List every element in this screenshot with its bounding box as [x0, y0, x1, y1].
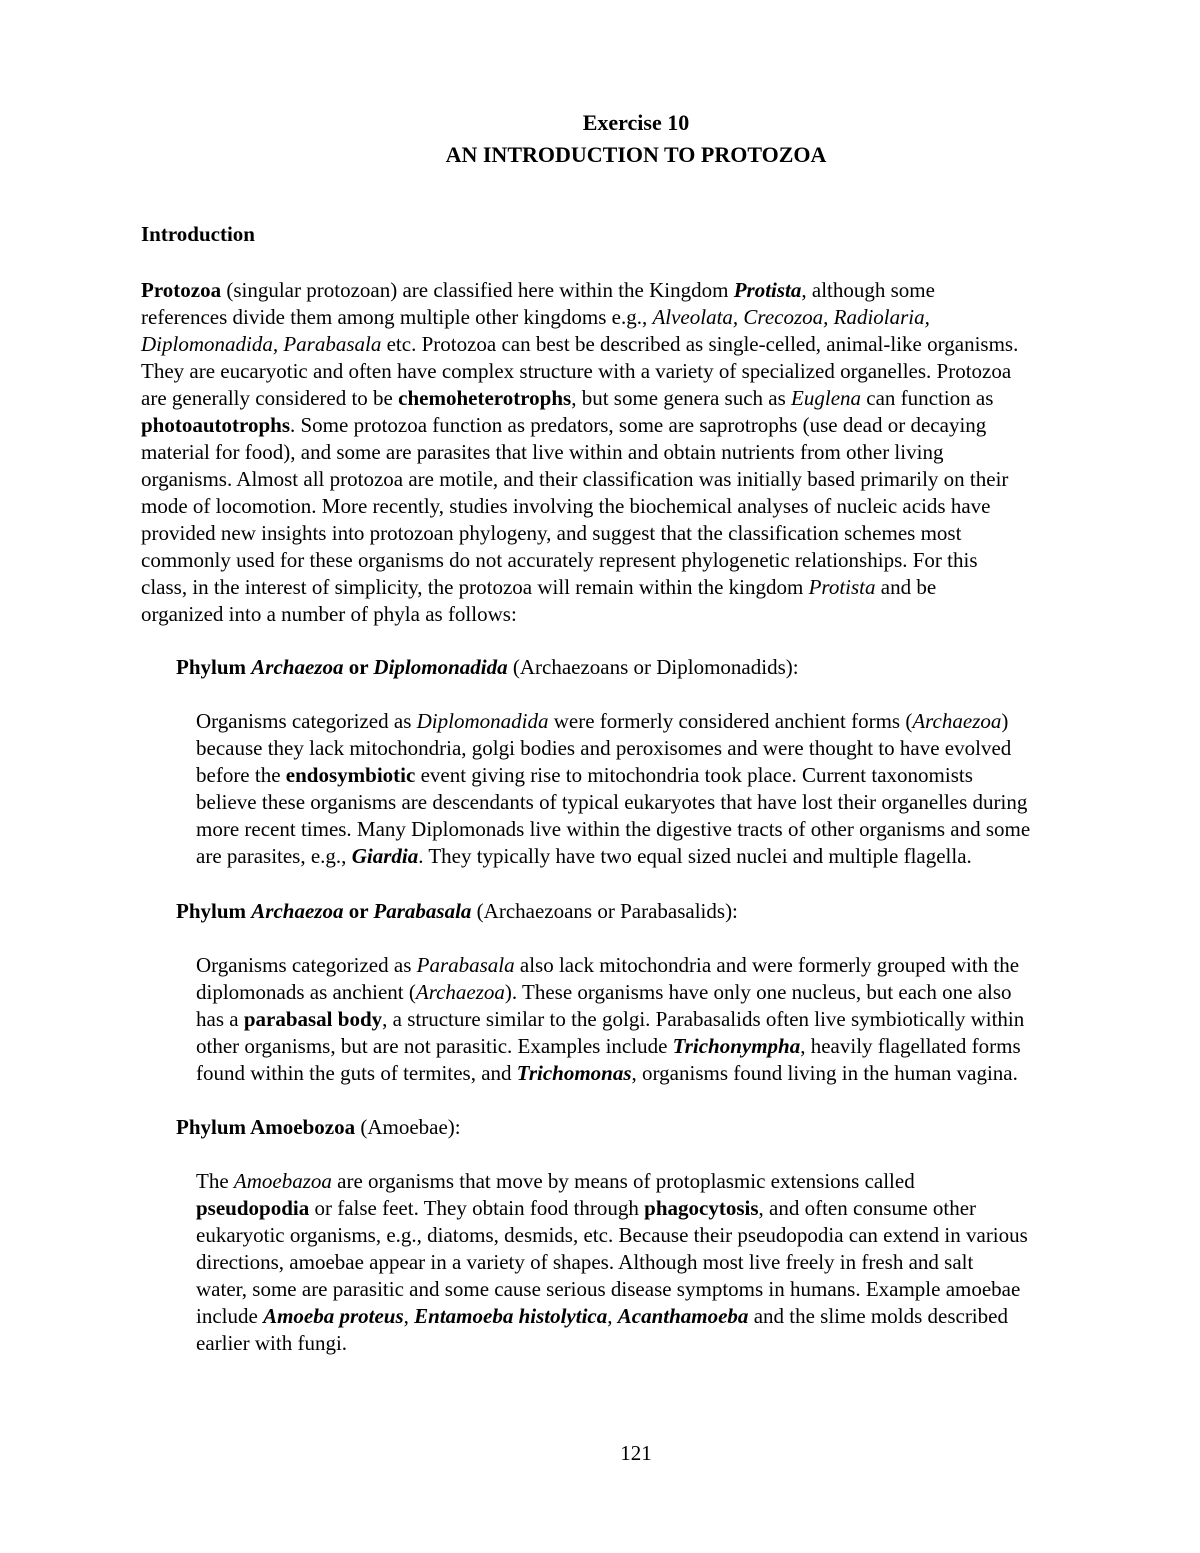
text-run: ). These organisms have only one nucleus, but each one also [504, 980, 1012, 1004]
text-line [141, 277, 1126, 304]
text-line [141, 304, 1126, 331]
text-run: organized into a number of phyla as follows: [141, 602, 517, 626]
text-run: provided new insights into protozoan phylogeny, and suggest that the classification schemes most [141, 521, 962, 545]
text-run: They are eucaryotic and often have complex structure with a variety of specialized organelles. Protozoa [141, 359, 1012, 383]
page-number: 121 [620, 1441, 652, 1465]
text-line [196, 762, 1141, 789]
text-line [196, 1276, 1141, 1303]
text-run: references divide them among multiple other kingdoms e.g., [141, 305, 653, 329]
text-run: diplomonads as anchient ( [196, 980, 416, 1004]
text-run: , [607, 1304, 618, 1328]
text-line [196, 1060, 1141, 1087]
text-line [196, 1222, 1141, 1249]
emphasized-text: Parabasala [416, 953, 515, 977]
exercise-title: AN INTRODUCTION TO PROTOZOA [445, 142, 827, 167]
text-line [196, 1195, 1141, 1222]
emphasized-text: or [343, 655, 374, 679]
text-line [141, 574, 1126, 601]
text-line [196, 1033, 1141, 1060]
text-run: eukaryotic organisms, e.g., diatoms, desmids, etc. Because their pseudopodia can extend in various [196, 1223, 1028, 1247]
text-run: (Amoebae): [355, 1115, 461, 1139]
text-run: other organisms, but are not parasitic. Examples include [196, 1034, 673, 1058]
text-run: material for food), and some are parasites that live within and obtain nutrients from other living [141, 440, 944, 464]
text-line [141, 412, 1126, 439]
text-run: or false feet. They obtain food through [309, 1196, 645, 1220]
introduction-heading: Introduction [141, 222, 255, 246]
text-run: , and often consume other [758, 1196, 977, 1220]
text-run: has a [196, 1007, 244, 1031]
emphasized-text: photoautotrophs [141, 413, 290, 437]
emphasized-text: Trichonympha [672, 1034, 801, 1058]
text-run: ) [1001, 709, 1009, 733]
text-line [196, 708, 1141, 735]
text-line [141, 493, 1126, 520]
text-line [196, 843, 1141, 870]
emphasized-text: Acanthamoeba [617, 1304, 749, 1328]
text-line [196, 1006, 1141, 1033]
text-run: commonly used for these organisms do not accurately represent phylogenetic relationships. For this [141, 548, 978, 572]
text-run: mode of locomotion. More recently, studies involving the biochemical analyses of nucleic acids have [141, 494, 991, 518]
text-run: are generally considered to be [141, 386, 399, 410]
text-run: , heavily flagellated forms [800, 1034, 1021, 1058]
emphasized-text: Protozoa [141, 278, 222, 302]
text-run: (Archaezoans or Parabasalids): [471, 899, 738, 923]
text-run: are parasites, e.g., [196, 844, 352, 868]
emphasized-text: Euglena [791, 386, 862, 410]
text-run: Organisms categorized as [196, 709, 417, 733]
emphasized-text: parabasal body [243, 1007, 383, 1031]
emphasized-text: Alveolata, Crecozoa, Radiolaria, [652, 305, 930, 329]
text-run: , organisms found living in the human vagina. [631, 1061, 1018, 1085]
text-run: (Archaezoans or Diplomonadids): [507, 655, 799, 679]
emphasized-text: endosymbiotic [285, 763, 416, 787]
phylum-diplomonadida-description [196, 708, 1141, 870]
emphasized-text: phagocytosis [644, 1196, 759, 1220]
text-line [196, 1330, 1141, 1357]
emphasized-text: Archaezoa [251, 899, 344, 923]
text-line [196, 735, 1141, 762]
text-run: can function as [861, 386, 994, 410]
emphasized-text: Archaezoa [251, 655, 344, 679]
emphasized-text: Phylum [176, 655, 252, 679]
introduction-paragraph [141, 277, 1126, 628]
emphasized-text: Protista [808, 575, 876, 599]
text-run: water, some are parasitic and some cause serious disease symptoms in humans. Example amoebae [196, 1277, 1021, 1301]
emphasized-text: pseudopodia [196, 1196, 310, 1220]
text-run: earlier with fungi. [196, 1331, 348, 1355]
emphasized-text: Diplomonadida [373, 655, 508, 679]
emphasized-text: Giardia [351, 844, 419, 868]
text-run: . They typically have two equal sized nuclei and multiple flagella. [418, 844, 972, 868]
text-run: and be [875, 575, 937, 599]
text-run: , although some [801, 278, 935, 302]
text-line [196, 1168, 1141, 1195]
text-run: , [403, 1304, 415, 1328]
text-line [141, 358, 1126, 385]
phylum-amoebozoa-description [196, 1168, 1141, 1357]
text-line [196, 1249, 1141, 1276]
emphasized-text: Phylum Amoebozoa [176, 1115, 356, 1139]
text-run: directions, amoebae appear in a variety of shapes. Although most live freely in fresh and salt [196, 1250, 974, 1274]
phylum-parabasala-description [196, 952, 1141, 1087]
phylum-parabasala-heading [176, 898, 738, 925]
text-run: etc. Protozoa can best be described as single-celled, animal-like organisms. [381, 332, 1019, 356]
text-line [196, 816, 1141, 843]
phylum-amoebozoa-heading [176, 1114, 461, 1141]
text-line [141, 547, 1126, 574]
text-run: because they lack mitochondria, golgi bodies and peroxisomes and were thought to have evolved [196, 736, 1012, 760]
emphasized-text: Amoeba proteus [263, 1304, 404, 1328]
text-run: include [196, 1304, 264, 1328]
text-line [141, 466, 1126, 493]
text-run: were formerly considered anchient forms ( [548, 709, 913, 733]
emphasized-text: Amoebazoa [233, 1169, 332, 1193]
emphasized-text: chemoheterotrophs [398, 386, 572, 410]
text-run: also lack mitochondria and were formerly grouped with the [514, 953, 1020, 977]
emphasized-text: Archaezoa [912, 709, 1002, 733]
text-run: Organisms categorized as [196, 953, 417, 977]
text-run: The [196, 1169, 234, 1193]
emphasized-text: Archaezoa [415, 980, 505, 1004]
text-run: event giving rise to mitochondria took place. Current taxonomists [415, 763, 973, 787]
emphasized-text: Diplomonadida, Parabasala [141, 332, 382, 356]
emphasized-text: Parabasala [373, 899, 472, 923]
text-run: (singular protozoan) are classified here within the Kingdom [221, 278, 734, 302]
text-run: class, in the interest of simplicity, the protozoa will remain within the kingdom [141, 575, 809, 599]
emphasized-text: Trichomonas [516, 1061, 632, 1085]
text-line [141, 439, 1126, 466]
text-run: are organisms that move by means of protoplasmic extensions called [331, 1169, 915, 1193]
text-line [141, 520, 1126, 547]
text-run: organisms. Almost all protozoa are motile, and their classification was initially based primarily on their [141, 467, 1009, 491]
emphasized-text: Phylum [176, 899, 252, 923]
emphasized-text: Diplomonadida [416, 709, 549, 733]
text-line [196, 952, 1141, 979]
text-run: before the [196, 763, 286, 787]
text-run: found within the guts of termites, and [196, 1061, 517, 1085]
text-run: , but some genera such as [571, 386, 792, 410]
phylum-diplomonadida-heading [176, 654, 799, 681]
exercise-number: Exercise 10 [582, 110, 690, 135]
text-line [141, 385, 1126, 412]
emphasized-text: Entamoeba histolytica [414, 1304, 608, 1328]
text-run: , a structure similar to the golgi. Parabasalids often live symbiotically within [382, 1007, 1025, 1031]
emphasized-text: or [343, 899, 374, 923]
text-run: believe these organisms are descendants of typical eukaryotes that have lost their organelles during [196, 790, 1028, 814]
text-line [141, 331, 1126, 358]
text-run: and the slime molds described [748, 1304, 1008, 1328]
text-line [141, 601, 1126, 628]
emphasized-text: Protista [733, 278, 802, 302]
title-block [0, 107, 1200, 171]
text-line [196, 979, 1141, 1006]
text-run: . Some protozoa function as predators, some are saprotrophs (use dead or decaying [290, 413, 987, 437]
text-line [196, 1303, 1141, 1330]
text-run: more recent times. Many Diplomonads live within the digestive tracts of other organisms and some [196, 817, 1031, 841]
text-line [196, 789, 1141, 816]
